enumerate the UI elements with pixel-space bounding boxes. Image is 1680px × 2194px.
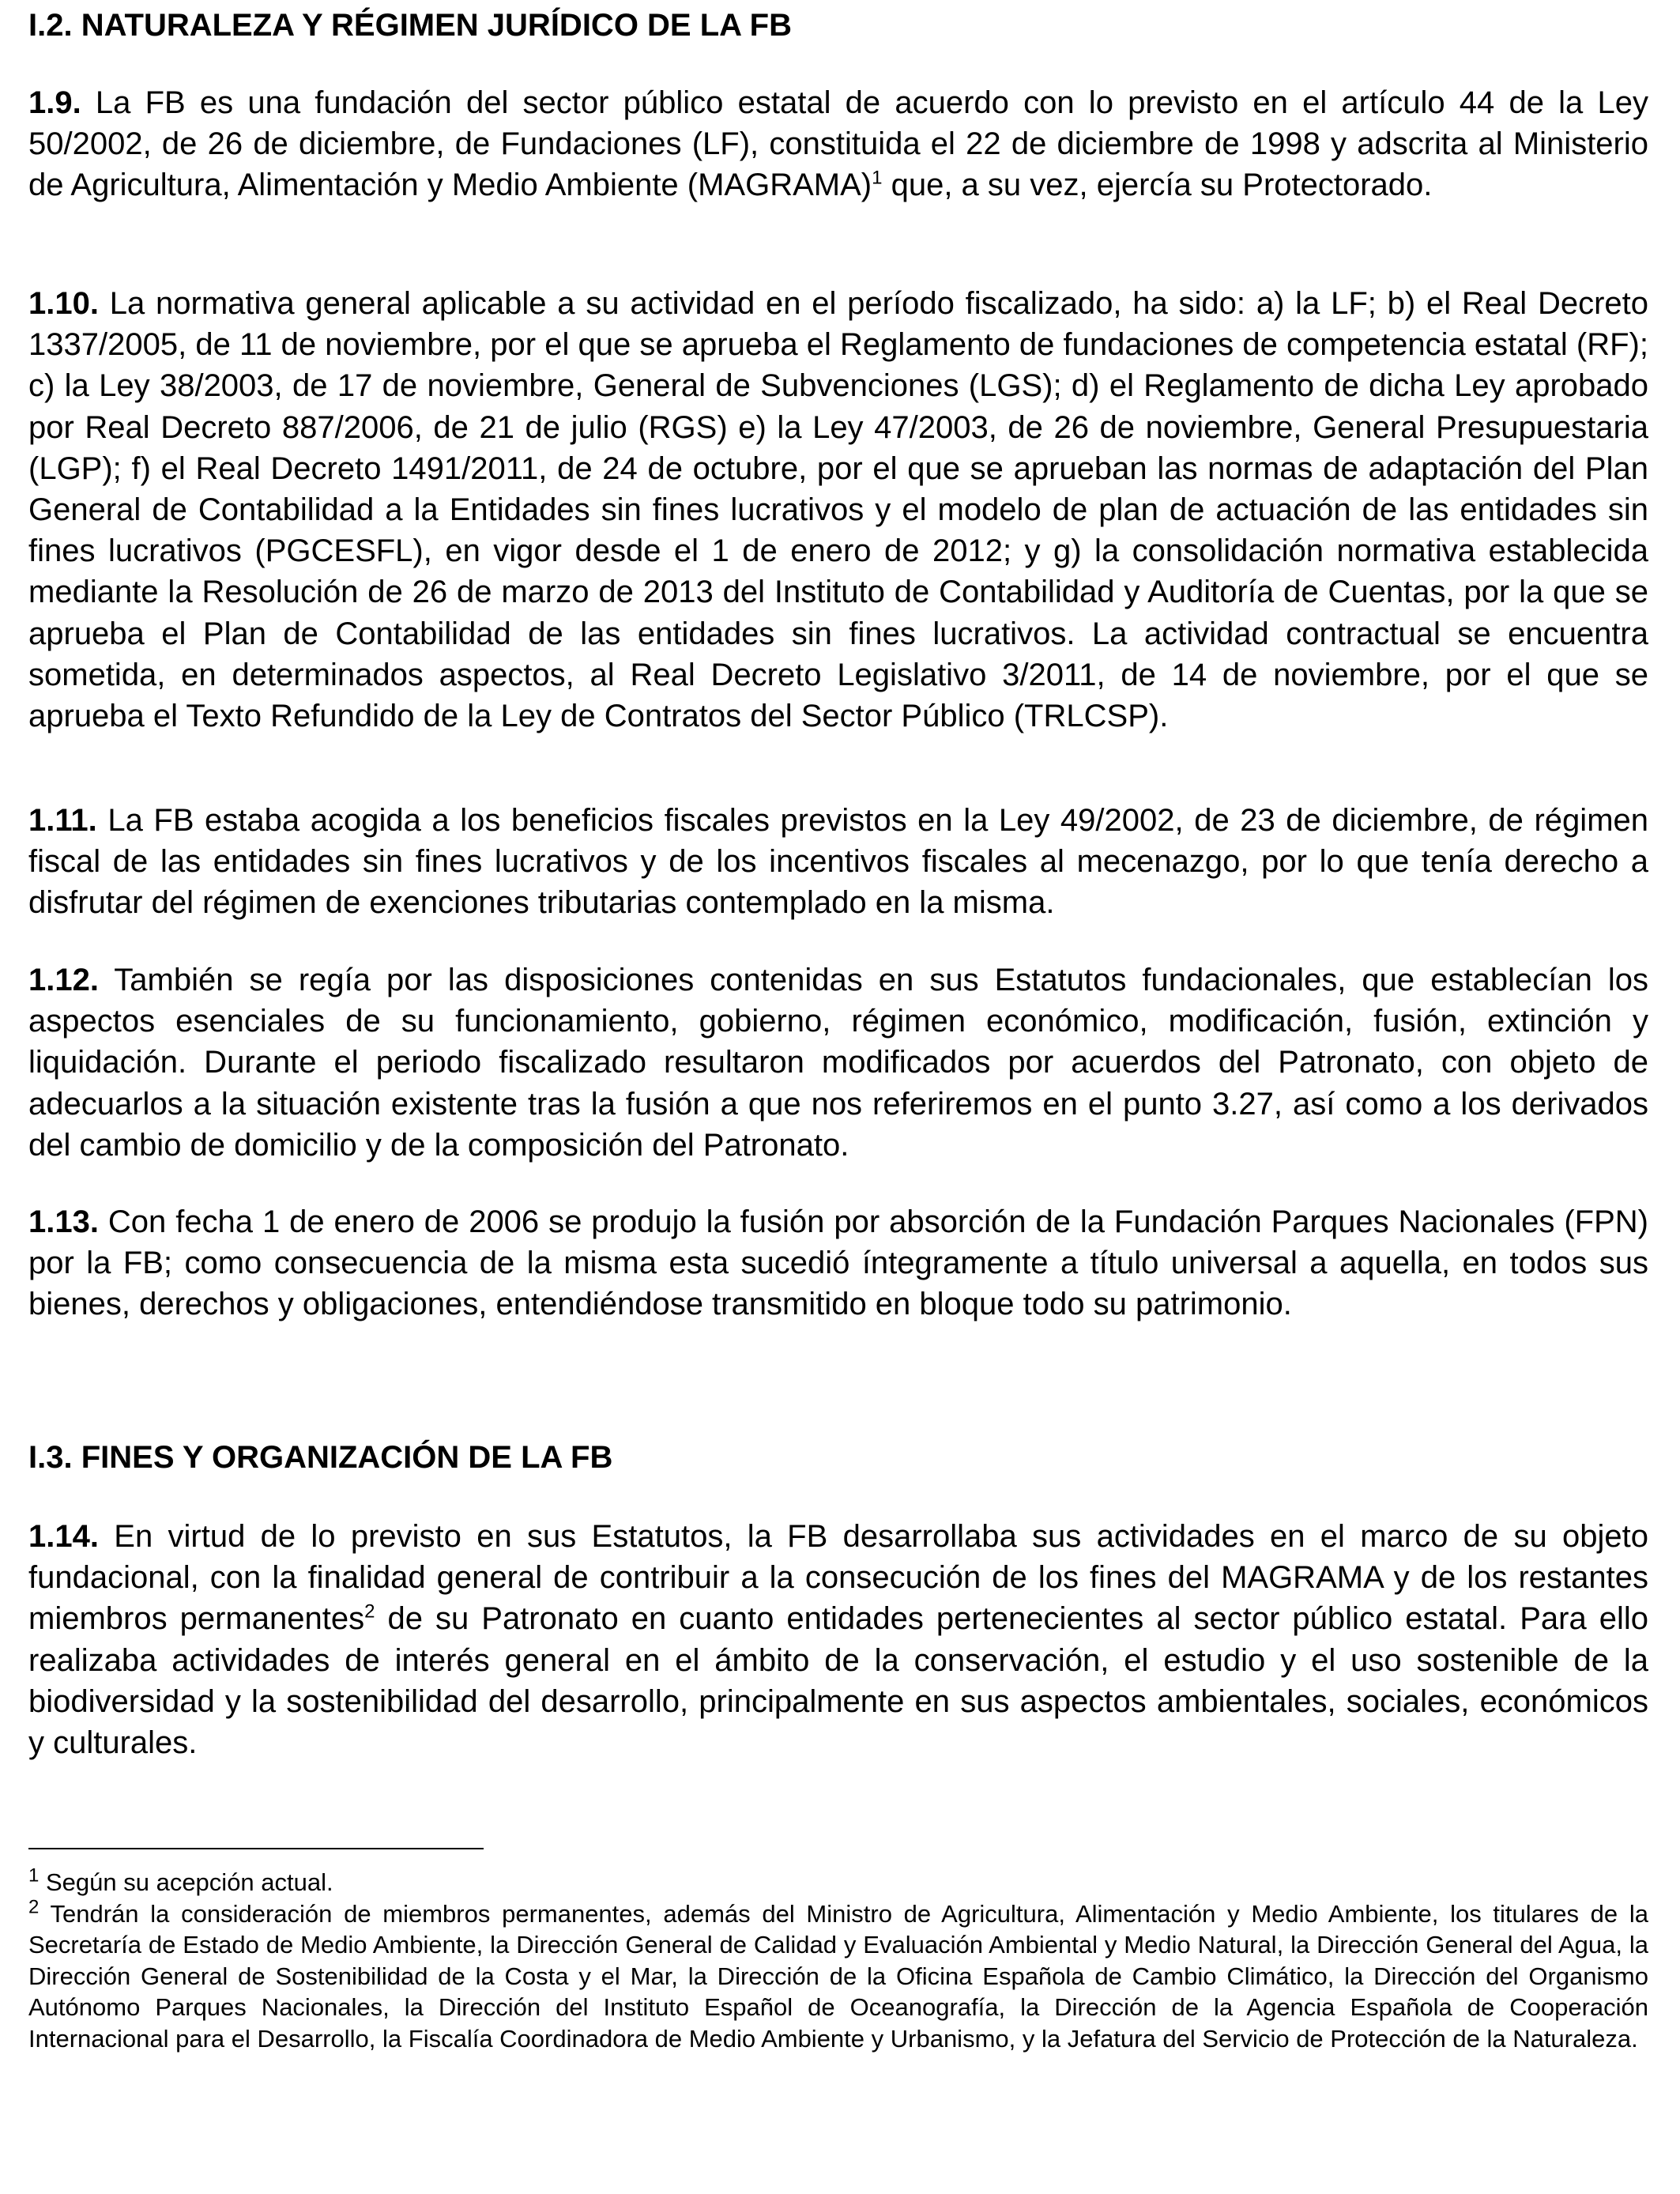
footnote-1 (28, 1864, 1648, 1898)
footnote-text: Tendrán la consideración de miembros permanentes, además del Ministro de Agricultura, Alimentación y Medio Ambiente, los titulares de la Secretaría de Estado de Medio Ambiente, la Dirección General de Calidad y Evaluación Ambiental y Medio Natural, la Dirección General del Agua, la Dirección General de Sostenibilidad de la Costa y el Mar, la Dirección de la Oficina Española de Cambio Climático, la Dirección del Organismo Autónomo Parques Nacionales, la Dirección del Instituto Español de Oceanografía, la Dirección de la Agencia Española de Cooperación Internacional para el Desarrollo, la Fiscalía Coordinadora de Medio Ambiente y Urbanismo, y la Jefatura del Servicio de Protección de la Naturaleza. (28, 1899, 1648, 2053)
paragraph-text: También se regía por las disposiciones contenidas en sus Estatutos fundacionales, que establecían los aspectos esenciales de su funcionamiento, gobierno, régimen económico, modificación, fusión, extinción y liquidación. Durante el periodo fiscalizado resultaron modificados por acuerdos del Patronato, con objeto de adecuarlos a la situación existente tras la fusión a que nos referiremos en el punto 3.27, así como a los derivados del cambio de domicilio y de la composición del Patronato. (28, 963, 1648, 1163)
paragraph-1-12 (28, 959, 1648, 1166)
paragraph-1-13 (28, 1201, 1648, 1325)
paragraph-number: 1.11. (28, 803, 97, 838)
paragraph-text: En virtud de lo previsto en sus Estatutos, la FB desarrollaba sus actividades en el marco de su objeto fundacional, con la finalidad general de contribuir a la consecución de los fines del MAGRAMA y de los restantes miembros permanentes (28, 1519, 1648, 1637)
section-heading-naturaleza: I.2. NATURALEZA Y RÉGIMEN JURÍDICO DE LA FB (28, 8, 792, 43)
paragraph-1-14 (28, 1516, 1648, 1763)
footnote-mark: 1 (28, 1864, 40, 1887)
footnote-2 (28, 1898, 1648, 2055)
footnote-mark: 2 (28, 1896, 40, 1918)
paragraph-number: 1.13. (28, 1204, 99, 1239)
footnote-text: Según su acepción actual. (39, 1868, 333, 1896)
paragraph-text: La FB es una fundación del sector público estatal de acuerdo con lo previsto en el artículo 44 de la Ley 50/2002, de 26 de diciembre, de Fundaciones (LF), constituida el 22 de diciembre de 1998 y adscrita al Ministerio de Agricultura, Alimentación y Medio Ambiente (MAGRAMA) (28, 85, 1648, 203)
paragraph-number: 1.12. (28, 963, 99, 997)
footnotes (28, 1864, 1648, 2054)
section-heading-fines: I.3. FINES Y ORGANIZACIÓN DE LA FB (28, 1440, 613, 1475)
paragraph-1-10 (28, 283, 1648, 737)
paragraph-text-continued: de su Patronato en cuanto entidades pertenecientes al sector público estatal. Para ello realizaba actividades de interés general en el ámbito de la conservación, el estudio y el uso sostenible de la biodiversidad y la sostenibilidad del desarrollo, principalmente en sus aspectos ambientales, sociales, económicos y culturales. (28, 1601, 1648, 1761)
paragraph-number: 1.9. (28, 85, 81, 120)
paragraph-text: La FB estaba acogida a los beneficios fiscales previstos en la Ley 49/2002, de 23 de diciembre, de régimen fiscal de las entidades sin fines lucrativos y de los incentivos fiscales al mecenazgo, por lo que tenía derecho a disfrutar del régimen de exenciones tributarias contemplado en la misma. (28, 803, 1648, 921)
footnote-separator (28, 1848, 484, 1849)
paragraph-1-9 (28, 82, 1648, 206)
paragraph-text-continued: que, a su vez, ejercía su Protectorado. (882, 168, 1433, 203)
footnote-reference-1: 1 (872, 168, 883, 190)
paragraph-number: 1.10. (28, 286, 99, 321)
paragraph-number: 1.14. (28, 1519, 99, 1554)
paragraph-1-11 (28, 800, 1648, 924)
footnote-reference-2: 2 (364, 1601, 375, 1623)
paragraph-text: Con fecha 1 de enero de 2006 se produjo la fusión por absorción de la Fundación Parques Nacionales (FPN) por la FB; como consecuencia de la misma esta sucedió íntegramente a título universal a aquella, en todos sus bienes, derechos y obligaciones, entendiéndose transmitido en bloque todo su patrimonio. (28, 1204, 1648, 1322)
paragraph-text: La normativa general aplicable a su actividad en el período fiscalizado, ha sido: a) la LF; b) el Real Decreto 1337/2005, de 11 de noviembre, por el que se aprueba el Reglamento de fundaciones de competencia estatal (RF); c) la Ley 38/2003, de 17 de noviembre, General de Subvenciones (LGS); d) el Reglamento de dicha Ley aprobado por Real Decreto 887/2006, de 21 de julio (RGS) e) la Ley 47/2003, de 26 de noviembre, General Presupuestaria (LGP); f) el Real Decreto 1491/2011, de 24 de octubre, por el que se aprueban las normas de adaptación del Plan General de Contabilidad a la Entidades sin fines lucrativos y el modelo de plan de actuación de las entidades sin fines lucrativos (PGCESFL), en vigor desde el 1 de enero de 2012; y g) la consolidación normativa establecida mediante la Resolución de 26 de marzo de 2013 del Instituto de Contabilidad y Auditoría de Cuentas, por la que se aprueba el Plan de Contabilidad de las entidades sin fines lucrativos. La actividad contractual se encuentra sometida, en determinados aspectos, al Real Decreto Legislativo 3/2011, de 14 de noviembre, por el que se aprueba el Texto Refundido de la Ley de Contratos del Sector Público (TRLCSP). (28, 286, 1648, 734)
